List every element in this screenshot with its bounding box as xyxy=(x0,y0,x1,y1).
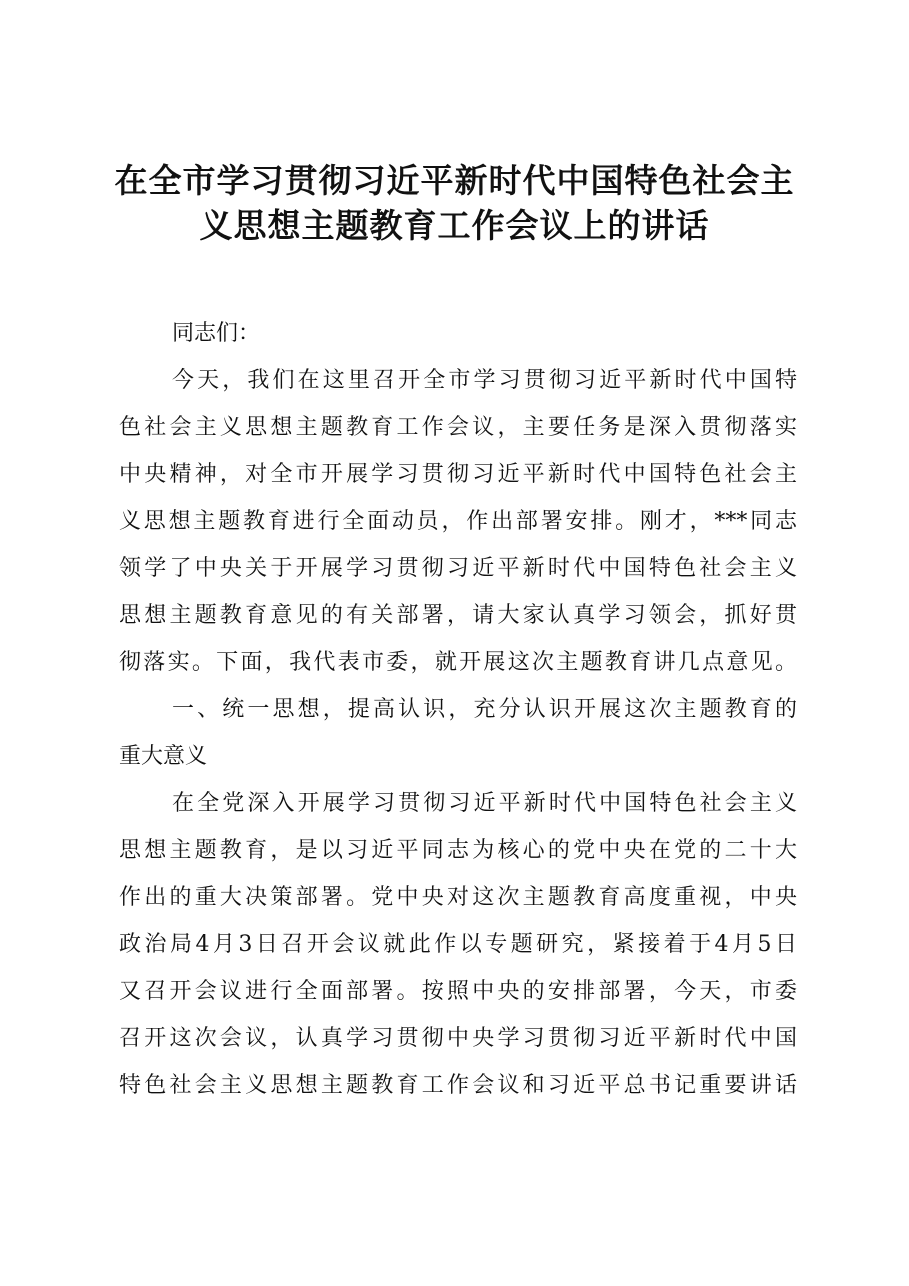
paragraph-line: 思想主题教育意见的有关部署，请大家认真学习领会，抓好贯 xyxy=(119,603,797,628)
paragraph-line: 中央精神，对全市开展学习贯彻习近平新时代中国特色社会主 xyxy=(119,462,797,487)
paragraph-line: 作出的重大决策部署。党中央对这次主题教育高度重视，中央 xyxy=(119,885,797,910)
paragraph-opening xyxy=(119,357,797,686)
document-body xyxy=(119,310,797,1109)
paragraph-line: 思想主题教育，是以习近平同志为核心的党中央在党的二十大 xyxy=(119,838,797,863)
section-heading-1 xyxy=(119,686,797,780)
section-heading-line: 重大意义 xyxy=(119,744,208,769)
paragraph-line: 又召开会议进行全面部署。按照中央的安排部署，今天，市委 xyxy=(119,979,797,1004)
paragraph-line: 召开这次会议，认真学习贯彻中央学习贯彻习近平新时代中国 xyxy=(119,1026,797,1051)
paragraph-line: 领学了中央关于开展学习贯彻习近平新时代中国特色社会主义 xyxy=(119,556,797,581)
paragraph-line: 在全党深入开展学习贯彻习近平新时代中国特色社会主义 xyxy=(172,791,797,816)
greeting-text: 同志们： xyxy=(172,321,261,346)
paragraph-significance xyxy=(119,780,797,1109)
paragraph-line: 今天，我们在这里召开全市学习贯彻习近平新时代中国特 xyxy=(172,368,797,393)
section-heading-line: 一、统一思想，提高认识，充分认识开展这次主题教育的 xyxy=(172,697,797,722)
document-title xyxy=(100,158,809,248)
title-line-1: 在全市学习贯彻习近平新时代中国特色社会主 xyxy=(114,161,795,200)
paragraph-line: 色社会主义思想主题教育工作会议，主要任务是深入贯彻落实 xyxy=(119,415,797,440)
paragraph-line: 特色社会主义思想主题教育工作会议和习近平总书记重要讲话 xyxy=(119,1073,797,1098)
title-line-2: 义思想主题教育工作会议上的讲话 xyxy=(199,206,710,245)
greeting xyxy=(119,310,797,357)
paragraph-line: 彻落实。下面，我代表市委，就开展这次主题教育讲几点意见。 xyxy=(119,650,797,675)
paragraph-line: 义思想主题教育进行全面动员，作出部署安排。刚才，***同志 xyxy=(119,509,797,534)
paragraph-line: 政治局4月3日召开会议就此作以专题研究，紧接着于4月5日 xyxy=(119,932,797,957)
